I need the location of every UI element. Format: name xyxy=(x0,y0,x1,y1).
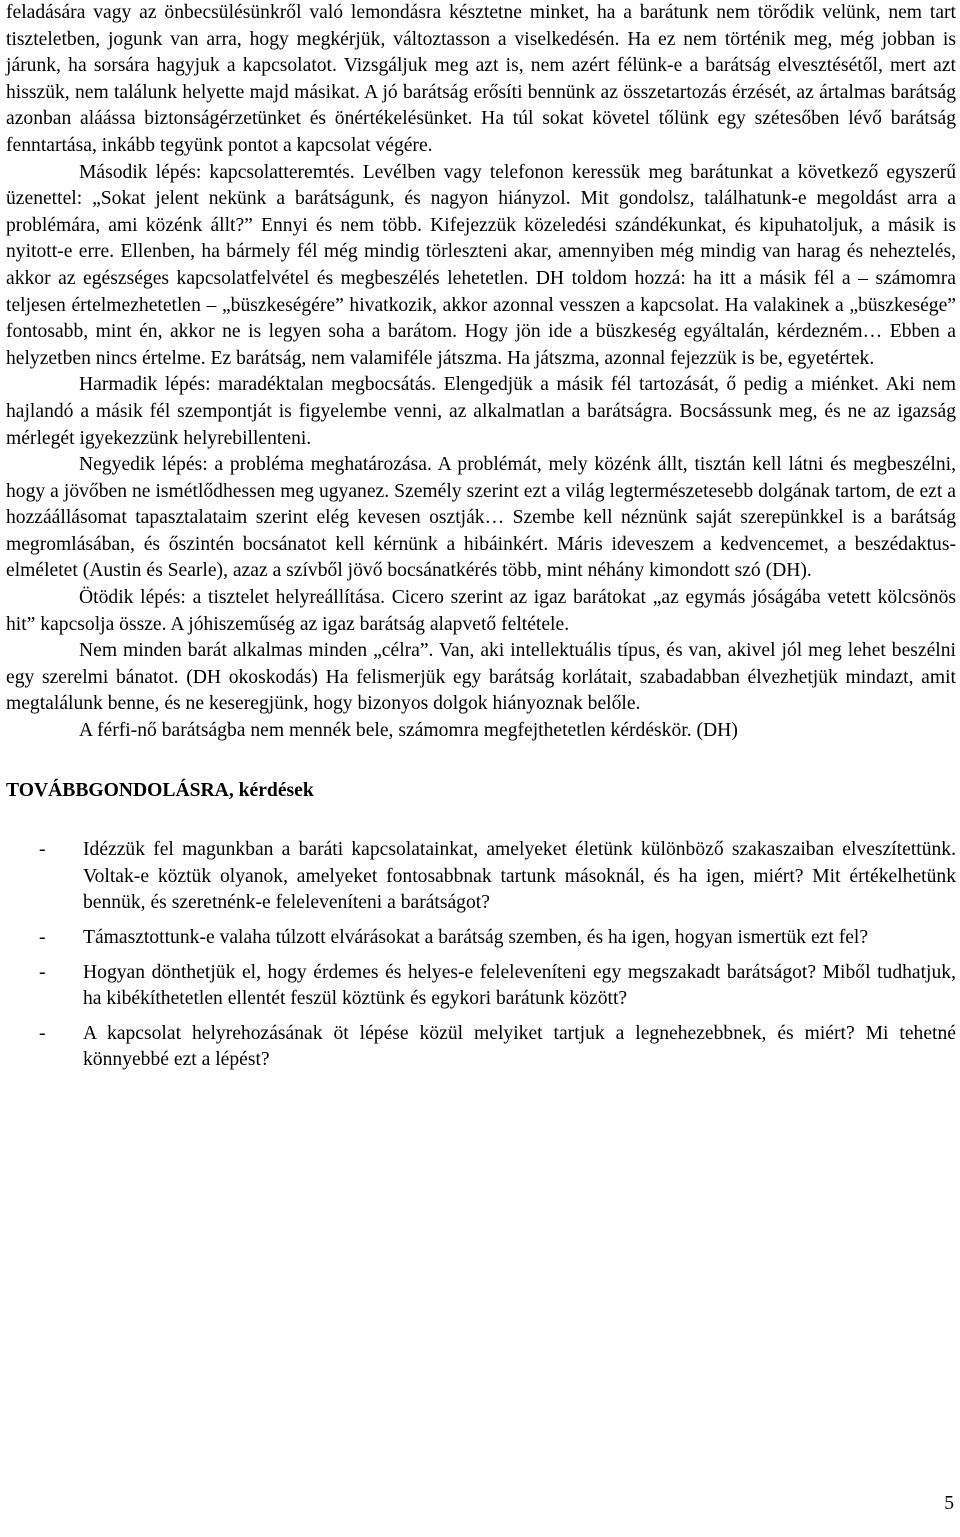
page-number: 5 xyxy=(944,1493,954,1514)
question-list xyxy=(6,837,956,1074)
paragraph-5: Ötödik lépés: a tisztelet helyreállítása. Cicero szerint az igaz barátokat „az egymás jóságába vetett kölcsönös hit” kapcsolja össze. A jóhiszeműség az igaz barátság alapvető feltétele. xyxy=(6,587,956,635)
list-dash: - xyxy=(39,839,46,861)
question-text: Idézzük fel magunkban a baráti kapcsolatainkat, amelyeket életünk különböző szakaszaiban elveszítettünk. Voltak-e köztük olyanok, amelyeket fontosabbnak tartunk másoknál, és ha igen, miért? Mit értékelhetünk bennük, és szeretnénk-e feleleveníteni a barátságot? xyxy=(83,839,956,914)
paragraph-7: A férfi-nő barátságba nem mennék bele, számomra megfejthetetlen kérdéskör. (DH) xyxy=(79,720,738,742)
question-item xyxy=(6,837,956,917)
list-dash: - xyxy=(39,927,46,948)
list-dash: - xyxy=(39,1022,46,1044)
question-item xyxy=(6,1021,956,1074)
question-item xyxy=(6,925,956,952)
section-heading: TOVÁBBGONDOLÁSRA, kérdések xyxy=(6,779,314,801)
question-item xyxy=(6,960,956,1013)
paragraph-6: Nem minden barát alkalmas minden „célra”. Van, aki intellektuális típus, és van, akivel jól meg lehet beszélni egy szerelmi bánatot. (DH okoskodás) Ha felismerjük egy barátság korlátait, szabadabban élvezhetjük mindazt, amit megtalálunk benne, és ne keseregjünk, hogy bizonyos dolgok hiányoznak belőle. xyxy=(6,640,956,715)
paragraph-1: feladására vagy az önbecsülésünkről való lemondásra késztetne minket, ha a barátunk nem törődik velünk, nem tart tiszteletben, jogunk van arra, hogy megkérjük, változtasson a viselkedésén. Ha ez nem történik meg, még jobban is járunk, ha sorsára hagyjuk a kapcsolatot. Vizsgáljuk meg azt is, nem azért félünk-e a barátság elvesztésétől, mert azt hisszük, nem találunk helyette majd másikat. A jó barátság erősíti bennünk az összetartozás érzését, az ártalmas barátság azonban aláássa biztonságérzetünket és önértékelésünket. Ha túl sokat követel tőlünk egy szétesőben lévő barátság fenntartása, inkább tegyünk pontot a kapcsolat végére. xyxy=(6,2,956,156)
paragraph-3: Harmadik lépés: maradéktalan megbocsátás. Elengedjük a másik fél tartozását, ő pedig a miénket. Aki nem hajlandó a másik fél szempontját is figyelembe venni, az alkalmatlan a barátságra. Bocsássunk meg, és ne az igazság mérlegét igyekezzünk helyrebillenteni. xyxy=(6,374,956,449)
question-text: A kapcsolat helyrehozásának öt lépése közül melyiket tartjuk a legnehezebbnek, és miért? Mi tehetné könnyebbé ezt a lépést? xyxy=(83,1022,956,1071)
paragraph-4: Negyedik lépés: a probléma meghatározása. A problémát, mely közénk állt, tisztán kell látni és megbeszélni, hogy a jövőben ne ismétlődhessen meg ugyanez. Személy szerint ezt a világ legtermészetesebb dolgának tartom, de ezt a hozzáállásomat tapasztalataim szerint elég kevesen osztják… Szembe kell néznünk saját szerepünkkel is a barátság megromlásában, és őszintén bocsánatot kell kérnünk a hibáinkért. Máris ideveszem a kedvencemet, a beszédaktus-elméletet (Austin és Searle), azaz a szívből jövő bocsánatkérés több, mint néhány kimondott szó (DH). xyxy=(6,454,956,582)
question-text: Támasztottunk-e valaha túlzott elvárásokat a barátság szemben, és ha igen, hogyan ismertük ezt fel? xyxy=(83,927,869,948)
document-page xyxy=(6,0,956,1082)
paragraph-2: Második lépés: kapcsolatteremtés. Levélben vagy telefonon keressük meg barátunkat a következő egyszerű üzenettel: „Sokat jelent nekünk a barátságunk, és nagyon hiányzol. Mit gondolsz, találhatunk-e megoldást arra a problémára, ami közénk állt?” Ennyi és nem több. Kifejezzük közeledési szándékunkat, és kipuhatoljuk, a másik is nyitott-e erre. Ellenben, ha bármely fél még mindig törleszteni akar, amennyiben még mindig van harag és neheztelés, akkor az egészséges kapcsolatfelvétel és megbeszélés lehetetlen. DH toldom hozzá: ha itt a másik fél a – számomra teljesen értelmezhetetlen – „büszkeségére” hivatkozik, akkor azonnal vesszen a kapcsolat. Ha valakinek a „büszkesége” fontosabb, mint én, akkor ne is legyen soha a barátom. Hogy jön ide a büszkeség egyáltalán, kérdezném… Ebben a helyzetben nincs értelme. Ez barátság, nem valamiféle játszma. Ha játszma, azonnal fejezzük is be, egyetértek. xyxy=(6,161,956,369)
list-dash: - xyxy=(39,961,46,983)
question-text: Hogyan dönthetjük el, hogy érdemes és helyes-e feleleveníteni egy megszakadt barátságot? Miből tudhatjuk, ha kibékíthetetlen ellentét feszül köztünk és egykori barátunk között? xyxy=(83,961,956,1010)
